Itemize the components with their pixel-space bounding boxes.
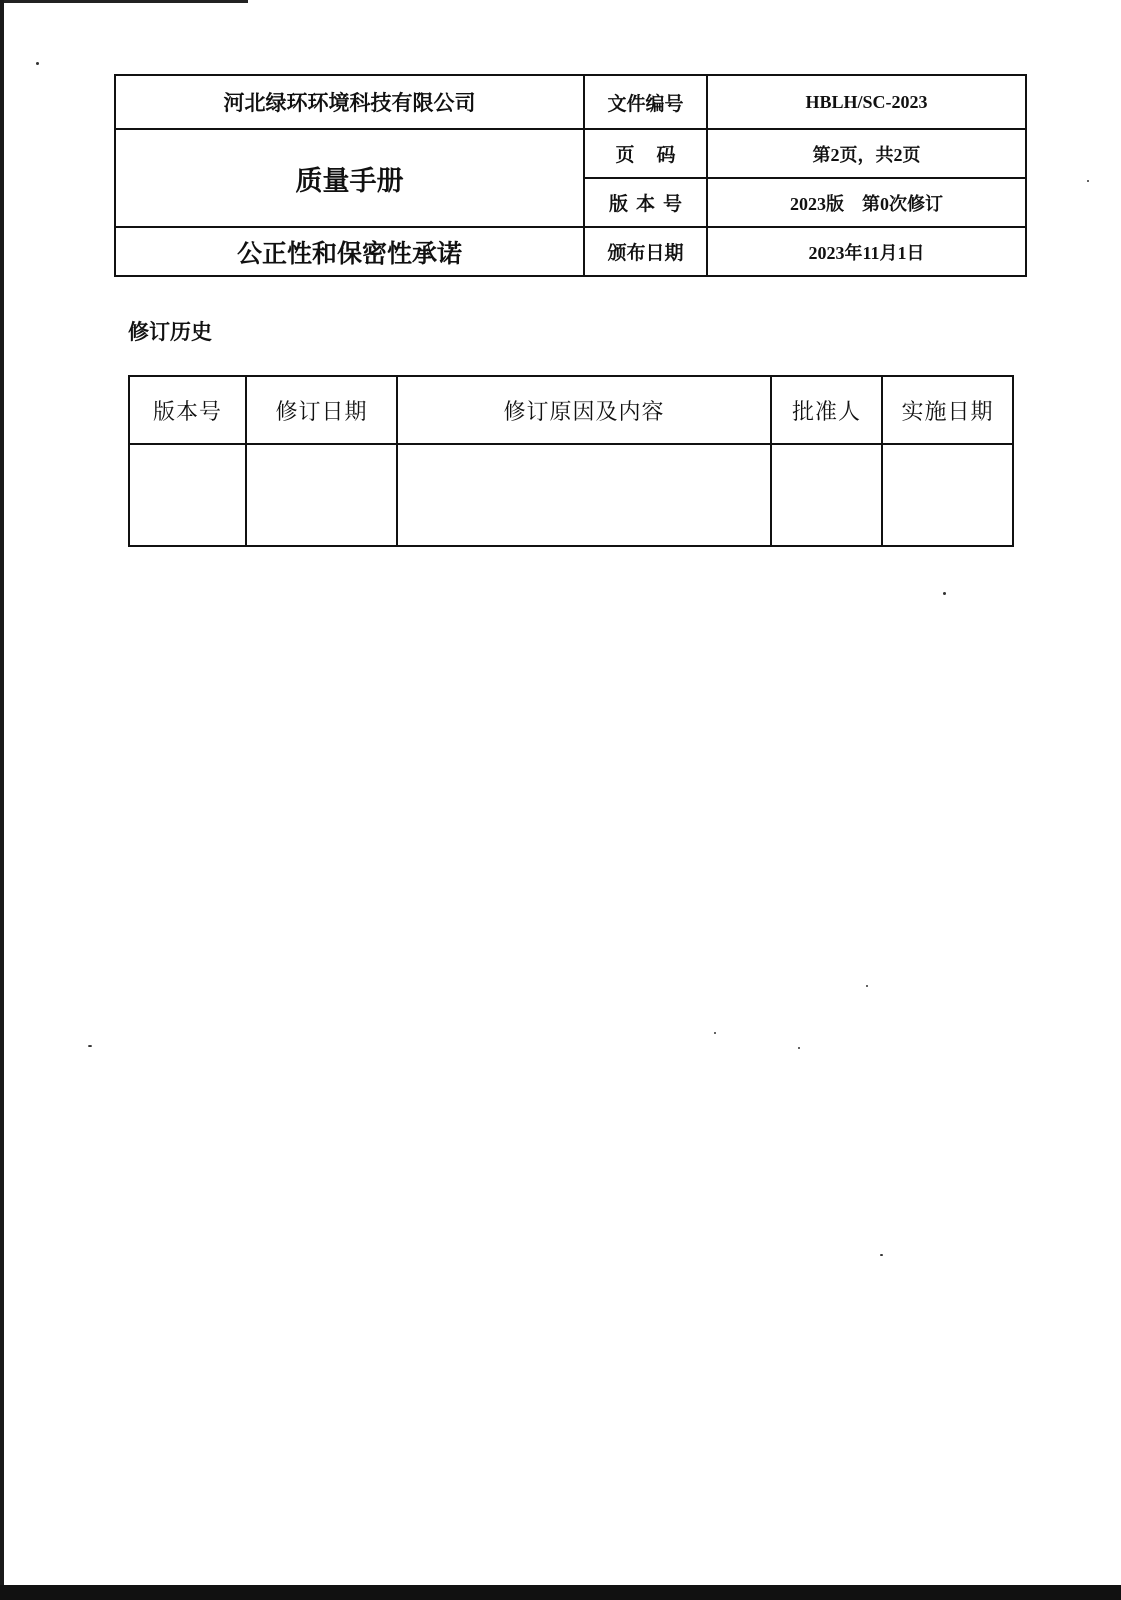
column-header-revision-date: 修订日期 xyxy=(246,376,397,444)
scan-edge-left xyxy=(0,0,4,1600)
column-header-revision-reason: 修订原因及内容 xyxy=(397,376,771,444)
scan-speck xyxy=(943,592,946,595)
file-number-label: 文件编号 xyxy=(584,75,707,129)
cell-revision-reason xyxy=(397,444,771,546)
scan-speck xyxy=(714,1032,716,1034)
column-header-effective-date: 实施日期 xyxy=(882,376,1013,444)
version-label: 版本号 xyxy=(584,178,707,227)
scan-speck xyxy=(880,1254,883,1256)
document-header-table xyxy=(114,74,1027,277)
file-number-value: HBLH/SC-2023 xyxy=(707,75,1026,129)
scan-speck xyxy=(866,985,868,987)
revision-history-table xyxy=(128,375,1014,547)
cell-approver xyxy=(771,444,882,546)
cell-revision-date xyxy=(246,444,397,546)
issue-date-label: 颁布日期 xyxy=(584,227,707,276)
scan-speck xyxy=(798,1047,800,1049)
scan-speck xyxy=(1087,180,1089,182)
issue-date-value: 2023年11月1日 xyxy=(707,227,1026,276)
scan-edge-top xyxy=(0,0,248,3)
document-title: 质量手册 xyxy=(115,129,584,227)
revision-header-row xyxy=(129,376,1013,444)
column-header-approver: 批准人 xyxy=(771,376,882,444)
scan-edge-bottom xyxy=(0,1585,1121,1600)
table-row xyxy=(129,444,1013,546)
version-value: 2023版 第0次修订 xyxy=(707,178,1026,227)
company-name: 河北绿环环境科技有限公司 xyxy=(115,75,584,129)
scan-speck xyxy=(36,62,39,65)
scan-speck xyxy=(88,1045,92,1047)
page-label: 页码 xyxy=(584,129,707,178)
section-title: 公正性和保密性承诺 xyxy=(115,227,584,276)
column-header-version: 版本号 xyxy=(129,376,246,444)
revision-history-heading: 修订历史 xyxy=(128,319,212,344)
page-value: 第2页，共2页 xyxy=(707,129,1026,178)
cell-version xyxy=(129,444,246,546)
cell-effective-date xyxy=(882,444,1013,546)
